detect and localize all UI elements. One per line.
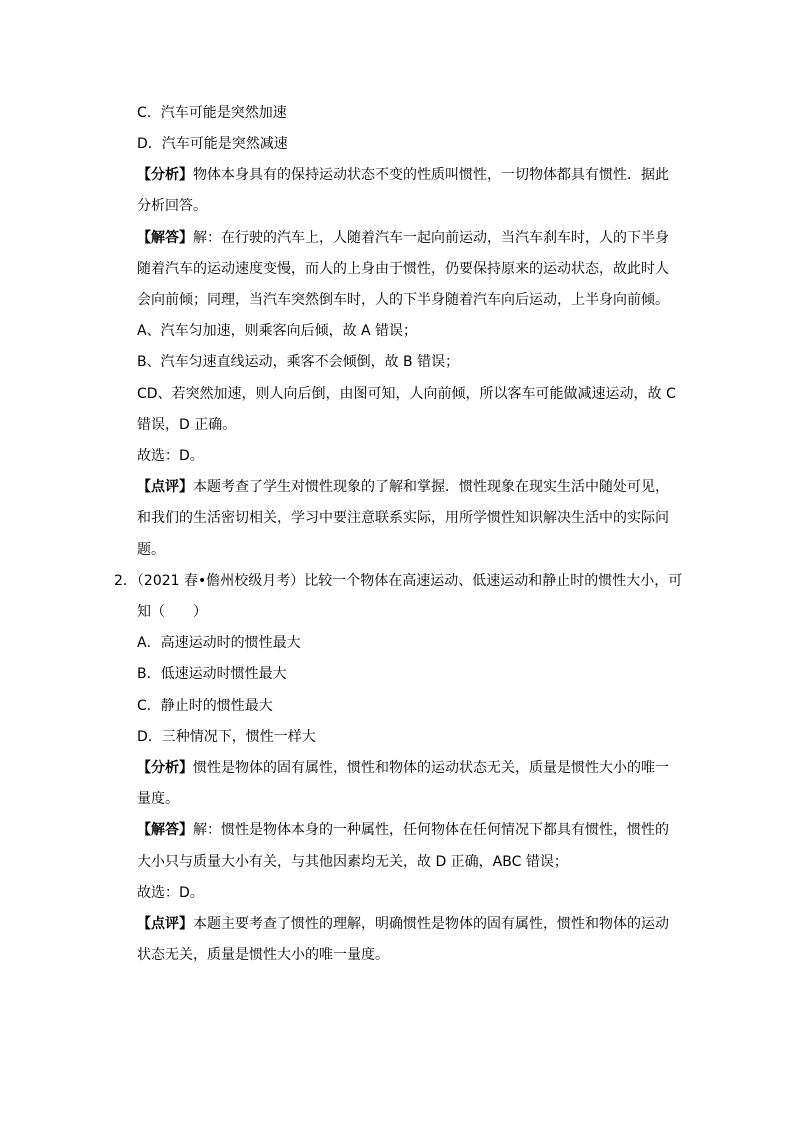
q1-answer-b: B、汽车匀速直线运动，乘客不会倾倒，故 B 错误； bbox=[137, 354, 460, 370]
q1-answer-cd-cont: 错误，D 正确。 bbox=[137, 417, 237, 433]
analysis-text: 惯性是物体的固有属性，惯性和物体的运动状态无关，质量是惯性大小的唯一 bbox=[193, 760, 669, 776]
q1-option-c: C．汽车可能是突然加速 bbox=[137, 105, 287, 121]
q2-option-a: A．高速运动时的惯性最大 bbox=[137, 635, 301, 651]
analysis-text: 物体本身具有的保持运动状态不变的性质叫惯性，一切物体都具有惯性．据此 bbox=[193, 167, 669, 183]
q1-comment bbox=[137, 477, 669, 497]
q2-comment bbox=[137, 914, 669, 934]
analysis-tag: 【分析】 bbox=[137, 760, 193, 776]
comment-text: 本题主要考查了惯性的理解，明确惯性是物体的固有属性，惯性和物体的运动 bbox=[193, 916, 669, 932]
q2-stem: 2．（2021 春•儋州校级月考）比较一个物体在高速运动、低速运动和静止时的惯性大小，可 bbox=[114, 573, 683, 589]
q2-stem-cont: 知（ ） bbox=[137, 604, 207, 620]
q1-answer-a: A、汽车匀加速，则乘客向后倾，故 A 错误； bbox=[137, 323, 418, 339]
q1-comment-line-2: 和我们的生活密切相关，学习中要注意联系实际，用所学惯性知识解决生活中的实际问 bbox=[137, 510, 669, 526]
q2-comment-line-2: 状态无关，质量是惯性大小的唯一量度。 bbox=[137, 947, 389, 963]
q1-analysis bbox=[137, 165, 669, 185]
answer-text: 解：惯性是物体本身的一种属性，任何物体在任何情况下都具有惯性，惯性的 bbox=[193, 822, 669, 838]
q1-answer-cd: CD、若突然加速，则人向后倒，由图可知，人向前倾，所以客车可能做减速运动，故 C bbox=[137, 386, 676, 402]
q1-choice: 故选：D。 bbox=[137, 448, 204, 464]
q1-answer-line-3: 会向前倾；同理，当汽车突然倒车时，人的下半身随着汽车向后运动，上半身向前倾。 bbox=[137, 292, 669, 308]
q2-option-d: D．三种情况下，惯性一样大 bbox=[137, 729, 316, 745]
q1-answer bbox=[137, 228, 669, 248]
answer-tag: 【解答】 bbox=[137, 822, 193, 838]
q2-answer bbox=[137, 820, 669, 840]
q2-choice: 故选：D。 bbox=[137, 885, 204, 901]
analysis-tag: 【分析】 bbox=[137, 167, 193, 183]
q2-answer-line-2: 大小只与质量大小有关，与其他因素均无关，故 D 正确，ABC 错误； bbox=[137, 854, 568, 870]
answer-tag: 【解答】 bbox=[137, 230, 193, 246]
q2-analysis-cont: 量度。 bbox=[137, 791, 179, 807]
q2-option-b: B．低速运动时惯性最大 bbox=[137, 666, 287, 682]
q1-answer-line-2: 随着汽车的运动速度变慢，而人的上身由于惯性，仍要保持原来的运动状态，故此时人 bbox=[137, 261, 669, 277]
comment-tag: 【点评】 bbox=[137, 479, 193, 495]
q1-comment-line-3: 题。 bbox=[137, 542, 165, 558]
comment-text: 本题考查了学生对惯性现象的了解和掌握．惯性现象在现实生活中随处可见， bbox=[193, 479, 669, 495]
answer-text: 解：在行驶的汽车上，人随着汽车一起向前运动，当汽车刹车时，人的下半身 bbox=[193, 230, 669, 246]
q1-analysis-cont: 分析回答。 bbox=[137, 198, 207, 214]
q1-option-d: D．汽车可能是突然减速 bbox=[137, 136, 288, 152]
q2-analysis bbox=[137, 758, 669, 778]
q2-option-c: C．静止时的惯性最大 bbox=[137, 698, 273, 714]
comment-tag: 【点评】 bbox=[137, 916, 193, 932]
